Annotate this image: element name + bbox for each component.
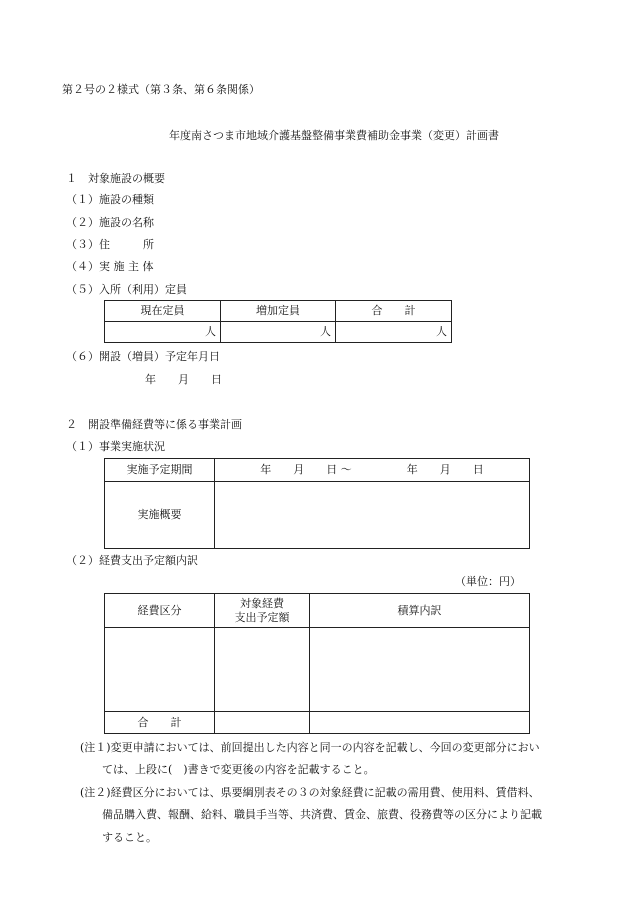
overview-label: 実施概要 (105, 482, 215, 549)
calculation-breakdown-cell (310, 628, 530, 712)
item-operator: （４）実 施 主 体 (66, 260, 154, 273)
expense-amount-cell (215, 628, 310, 712)
document-title: 年度南さつま市地域介護基盤整備事業費補助金事業（変更）計画書 (169, 129, 499, 142)
sub-expense-breakdown: （２）経費支出予定額内訳 (66, 554, 198, 567)
note2-line2: 備品購入費、報酬、給料、職員手当等、共済費、賃金、旅費、役務費等の区分により記載 (102, 808, 542, 821)
item-address: （３）住 所 (66, 238, 154, 251)
expense-category-header: 経費区分 (105, 594, 215, 628)
item-facility-type: （１）施設の種類 (66, 193, 154, 206)
calculation-breakdown-header: 積算内訳 (310, 594, 530, 628)
item-opening-date: （６）開設（増員）予定年月日 (66, 350, 220, 363)
section1-heading: １ 対象施設の概要 (66, 172, 165, 185)
total-capacity-unit: 人 (336, 322, 452, 343)
overview-value (215, 482, 530, 549)
plan-table (104, 458, 530, 549)
note1-line1: (注１)変更申請においては、前回提出した内容と同一の内容を記載し、今回の変更部分におい (80, 741, 540, 754)
total-breakdown-cell (310, 712, 530, 734)
period-label: 実施予定期間 (105, 459, 215, 482)
unit-note: （単位：円） (455, 575, 521, 588)
note1-line2: ては、上段に( )書きで変更後の内容を記載すること。 (102, 763, 375, 776)
expense-amount-header-line1: 対象経費 (240, 596, 284, 610)
note2-line3: すること。 (102, 831, 157, 844)
expense-table (104, 593, 530, 734)
header-added-capacity: 増加定員 (221, 301, 336, 322)
sub-implementation-status: （１）事業実施状況 (66, 440, 165, 453)
period-value: 年 月 日 ～ 年 月 日 (215, 459, 530, 482)
header-total-capacity: 合 計 (336, 301, 452, 322)
capacity-table (104, 300, 452, 343)
expense-category-cell (105, 628, 215, 712)
total-label: 合 計 (105, 712, 215, 734)
total-amount-cell (215, 712, 310, 734)
item-facility-name: （２）施設の名称 (66, 216, 154, 229)
opening-date-value: 年 月 日 (145, 373, 222, 386)
section2-heading: ２ 開設準備経費等に係る事業計画 (66, 418, 242, 431)
header-current-capacity: 現在定員 (105, 301, 221, 322)
expense-amount-header-line2: 支出予定額 (234, 610, 290, 624)
note2-line1: (注２)経費区分においては、県要綱別表その３の対象経費に記載の需用費、使用料、賃借料、 (80, 786, 540, 799)
expense-amount-header (215, 594, 310, 628)
added-capacity-unit: 人 (221, 322, 336, 343)
item-capacity: （５）入所（利用）定員 (66, 283, 187, 296)
form-label: 第２号の２様式（第３条、第６条関係） (62, 83, 260, 96)
current-capacity-unit: 人 (105, 322, 221, 343)
